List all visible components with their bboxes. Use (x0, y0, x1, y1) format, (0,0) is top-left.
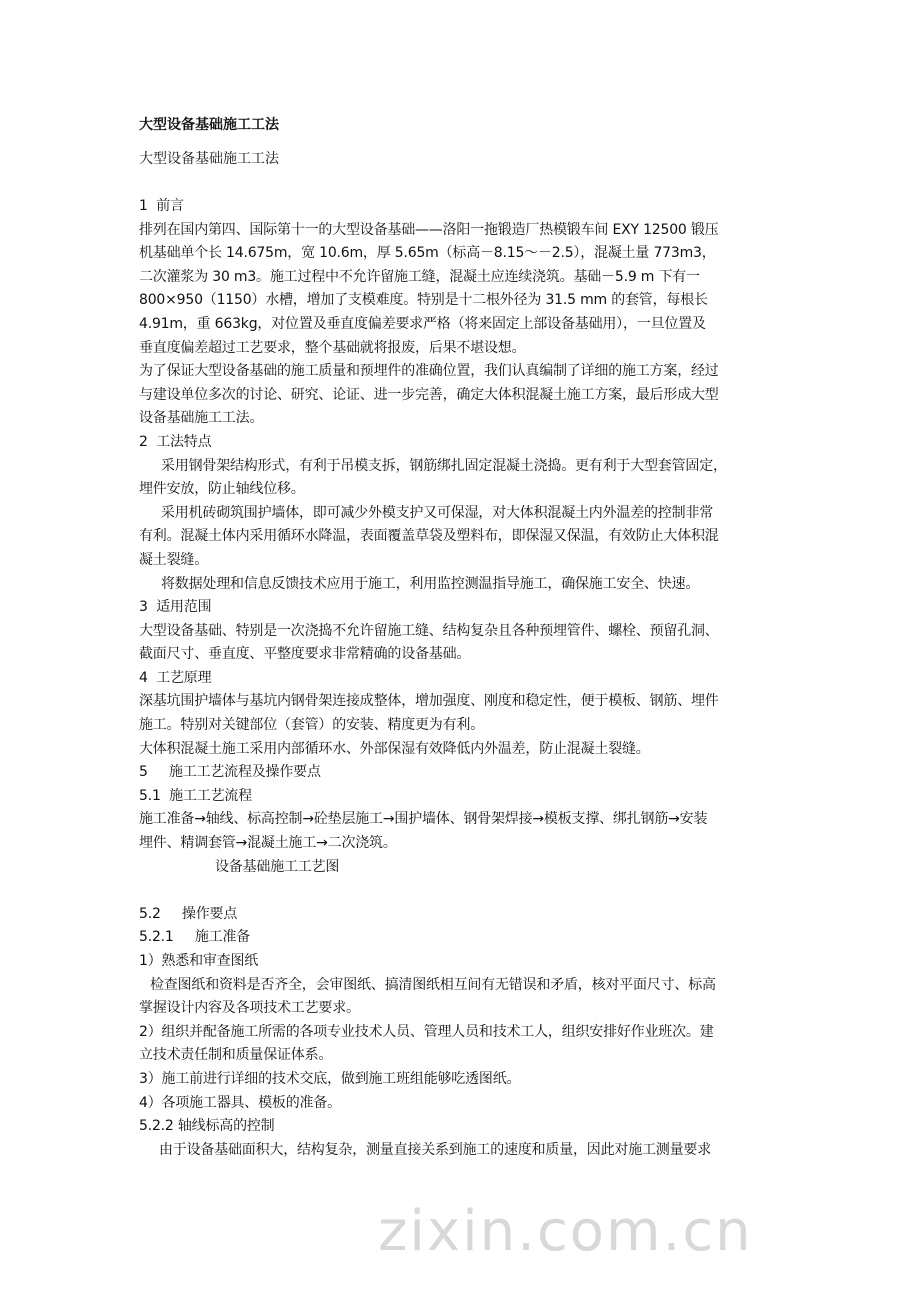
text-line: 设备基础施工工艺图 (215, 858, 340, 875)
text-line: 立技术责任制和质量保证体系。 (139, 1047, 333, 1064)
document-body (139, 195, 799, 1162)
text-line: 4）各项施工器具、模板的准备。 (139, 1094, 341, 1111)
text-line: 施工准备→轴线、标高控制→砼垫层施工→围护墙体、钢骨架焊接→模板支撑、绑扎钢筋→安装 (139, 811, 708, 828)
text-line: 大体积混凝土施工采用内部循环水、外部保湿有效降低内外温差，防止混凝土裂缝。 (139, 740, 650, 757)
watermark: zixin.com.cn (378, 1199, 753, 1264)
text-line: 5.2.1 施工准备 (139, 929, 251, 946)
text-line: 采用机砖砌筑围护墙体，即可减少外模支护又可保湿，对大体积混凝土内外温差的控制非常 (161, 504, 713, 521)
text-line: 埋件、精调套管→混凝土施工→二次浇筑。 (139, 835, 397, 852)
text-line: 二次灌浆为 30 m3。施工过程中不允许留施工缝，混凝土应连续浇筑。基础－5.9 m 下有一 (139, 268, 700, 285)
text-line: 5 施工工艺流程及操作要点 (139, 764, 321, 781)
document-subtitle: 大型设备基础施工工法 (139, 151, 279, 167)
text-line: 大型设备基础、特别是一次浇捣不允许留施工缝、结构复杂且各种预埋管件、螺栓、预留孔洞、 (139, 622, 719, 639)
text-line: 设备基础施工工法。 (139, 410, 264, 427)
text-line: 深基坑围护墙体与基坑内钢骨架连接成整体，增加强度、刚度和稳定性，便于模板、钢筋、埋件 (139, 693, 719, 710)
text-line: 机基础单个长 14.675m，宽 10.6m，厚 5.65m（标高－8.15～－2.5），混凝土量 773m3， (139, 245, 716, 262)
text-line: 4 工艺原理 (139, 669, 212, 686)
text-line: 3 适用范围 (139, 599, 212, 616)
document-title: 大型设备基础施工工法 (139, 117, 279, 133)
text-line: 4.91m，重 663kg，对位置及垂直度偏差要求严格（将来固定上部设备基础用），一旦位置及 (139, 315, 706, 332)
text-line: 检查图纸和资料是否齐全，会审图纸、搞清图纸相互间有无错误和矛盾，核对平面尺寸、标高 (150, 976, 716, 993)
text-line: 1 前言 (139, 198, 184, 214)
text-line: 垂直度偏差超过工艺要求，整个基础就将报废，后果不堪设想。 (139, 339, 526, 356)
text-line: 掌握设计内容及各项技术工艺要求。 (139, 1000, 360, 1017)
text-line: 将数据处理和信息反馈技术应用于施工，利用监控测温指导施工，确保施工安全、快速。 (161, 575, 700, 592)
text-line: 5.2 操作要点 (139, 905, 238, 922)
text-line: 由于设备基础面积大，结构复杂，测量直接关系到施工的速度和质量，因此对施工测量要求 (159, 1141, 711, 1158)
text-line: 有利。混凝土体内采用循环水降温，表面覆盖草袋及塑料布，即保湿又保温，有效防止大体积混 (139, 528, 719, 545)
text-line: 与建设单位多次的讨论、研究、论证、进一步完善，确定大体积混凝土施工方案，最后形成大型 (139, 386, 719, 403)
text-line: 埋件安放，防止轴线位移。 (139, 481, 305, 498)
text-line: 800×950（1150）水槽，增加了支模难度。特别是十二根外径为 31.5 mm 的套管，每根长 (139, 292, 708, 309)
text-line: 为了保证大型设备基础的施工质量和预埋件的准确位置，我们认真编制了详细的施工方案，经过 (139, 363, 719, 380)
text-line: 5.1 施工工艺流程 (139, 787, 252, 804)
text-line: 凝土裂缝。 (139, 551, 208, 568)
text-line: 2）组织并配备施工所需的各项专业技术人员、管理人员和技术工人，组织安排好作业班次。建 (139, 1023, 714, 1040)
text-line: 3）施工前进行详细的技术交底，做到施工班组能够吃透图纸。 (139, 1070, 521, 1087)
text-line: 截面尺寸、垂直度、平整度要求非常精确的设备基础。 (139, 646, 471, 663)
text-line: 2 工法特点 (139, 433, 212, 450)
text-line: 排列在国内第四、国际第十一的大型设备基础——洛阳一拖锻造厂热模锻车间 EXY 12500 锻压 (139, 221, 719, 238)
text-line: 施工。特别对关键部位（套管）的安装、精度更为有利。 (139, 717, 484, 734)
text-line (139, 879, 799, 903)
text-line: 1）熟悉和审查图纸 (139, 953, 259, 969)
text-line: 5.2.2 轴线标高的控制 (139, 1118, 275, 1135)
text-line: 采用钢骨架结构形式，有利于吊模支拆，钢筋绑扎固定混凝土浇捣。更有利于大型套管固定， (161, 457, 727, 474)
